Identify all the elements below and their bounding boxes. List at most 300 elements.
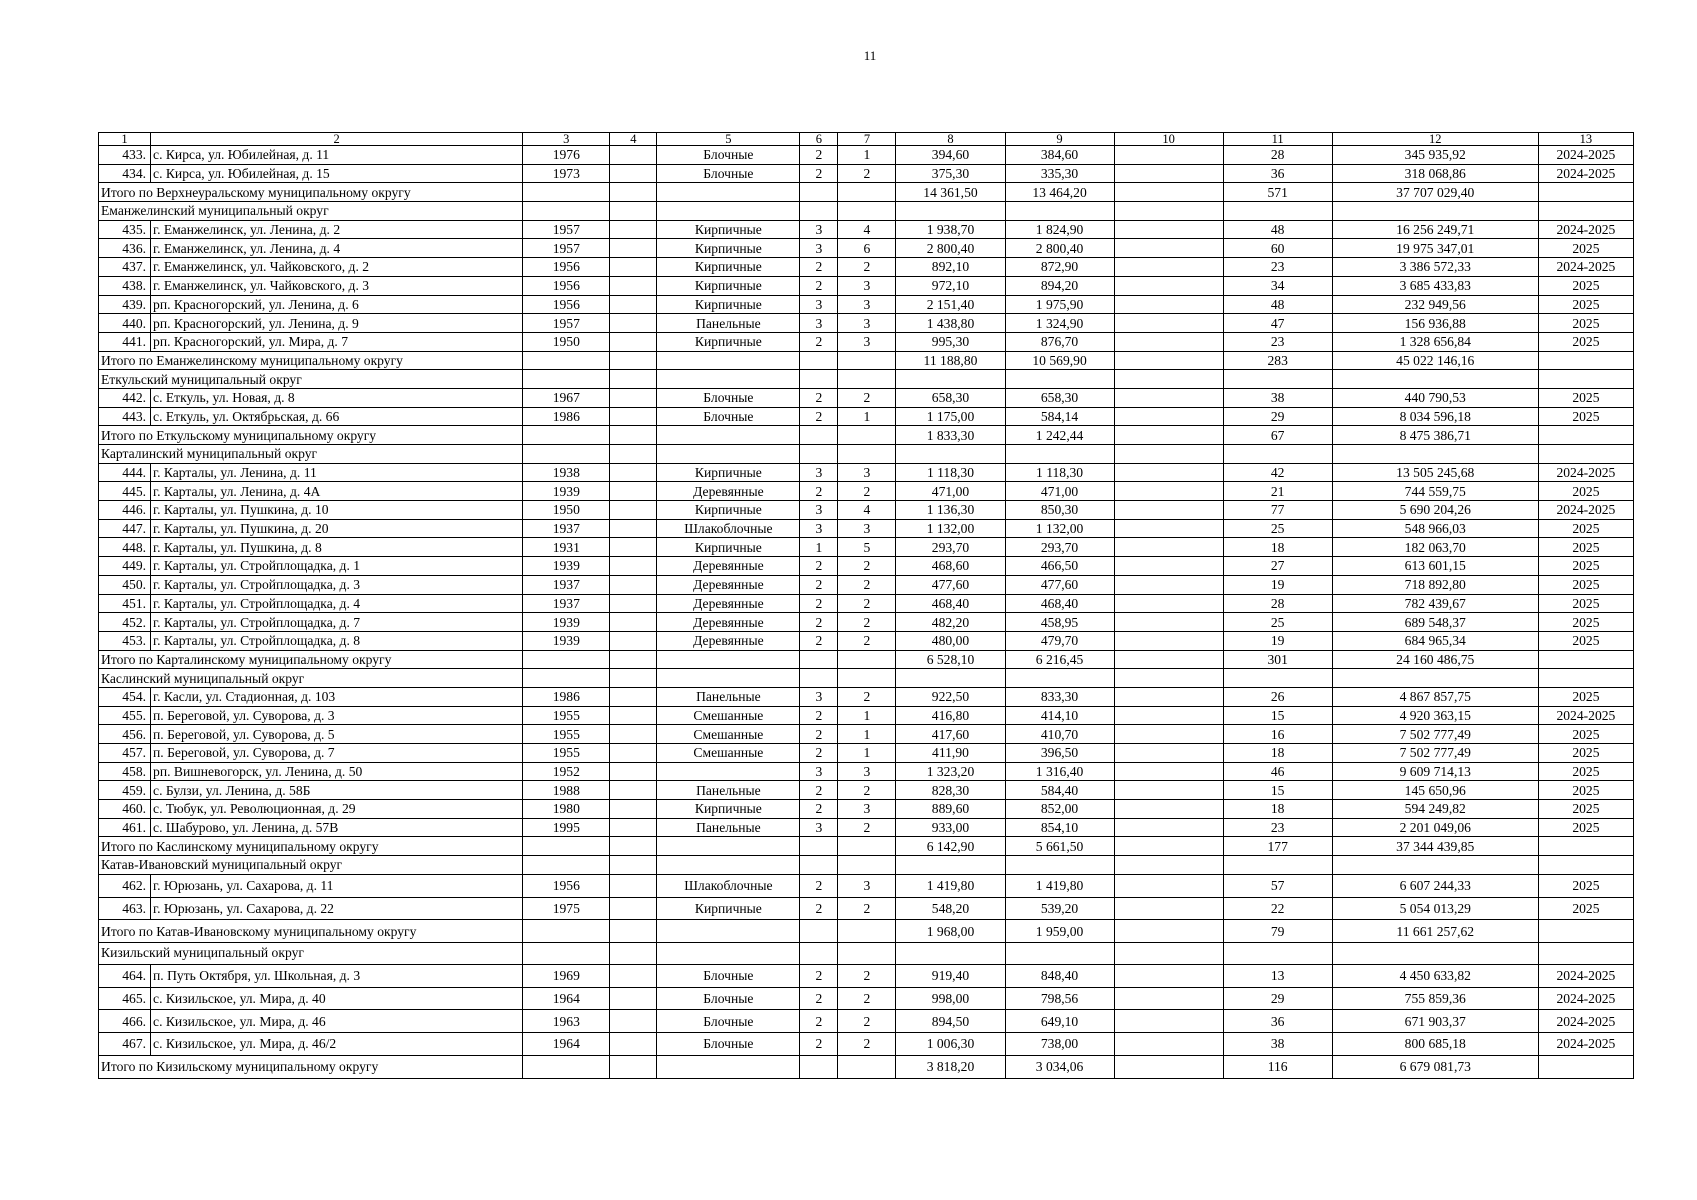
period-cell: 2025 bbox=[1538, 687, 1633, 706]
period-cell: 2025 bbox=[1538, 332, 1633, 351]
wall-material-cell bbox=[657, 762, 800, 781]
entrances-cell: 1 bbox=[838, 706, 896, 725]
living-area-cell: 1 242,44 bbox=[1005, 426, 1114, 445]
empty-cell bbox=[1538, 943, 1633, 965]
build-year-cell: 1964 bbox=[523, 1033, 610, 1056]
empty-cell bbox=[800, 183, 838, 202]
build-year-cell: 1939 bbox=[523, 482, 610, 501]
period-cell: 2025 bbox=[1538, 276, 1633, 295]
col-4-cell bbox=[610, 388, 657, 407]
cost-cell: 4 867 857,75 bbox=[1332, 687, 1538, 706]
floors-cell: 3 bbox=[800, 687, 838, 706]
table-row bbox=[99, 897, 1634, 920]
living-area-cell: 6 216,45 bbox=[1005, 650, 1114, 669]
empty-cell bbox=[657, 426, 800, 445]
empty-cell bbox=[657, 183, 800, 202]
col-4-cell bbox=[610, 613, 657, 632]
cost-cell: 6 607 244,33 bbox=[1332, 874, 1538, 897]
address-cell: г. Карталы, ул. Стройплощадка, д. 3 bbox=[151, 575, 523, 594]
total-area-cell: 477,60 bbox=[896, 575, 1005, 594]
col-4-cell bbox=[610, 295, 657, 314]
empty-cell bbox=[800, 943, 838, 965]
col-10-cell bbox=[1114, 258, 1223, 277]
cost-cell: 7 502 777,49 bbox=[1332, 725, 1538, 744]
col-10-cell bbox=[1114, 687, 1223, 706]
floors-cell: 2 bbox=[800, 897, 838, 920]
entrances-cell: 2 bbox=[838, 482, 896, 501]
build-year-cell: 1939 bbox=[523, 613, 610, 632]
subtotal-label: Итого по Карталинскому муниципальному округу bbox=[99, 650, 523, 669]
header-cell: 1 bbox=[99, 133, 151, 146]
col-10-cell bbox=[1114, 1010, 1223, 1033]
empty-cell bbox=[523, 669, 610, 688]
period-cell: 2024-2025 bbox=[1538, 1033, 1633, 1056]
empty-cell bbox=[1538, 445, 1633, 464]
floors-cell: 3 bbox=[800, 314, 838, 333]
floors-cell: 3 bbox=[800, 501, 838, 520]
cost-cell: 3 386 572,33 bbox=[1332, 258, 1538, 277]
empty-cell bbox=[1538, 1055, 1633, 1078]
period-cell: 2025 bbox=[1538, 407, 1633, 426]
cost-cell: 594 249,82 bbox=[1332, 800, 1538, 819]
cost-cell: 9 609 714,13 bbox=[1332, 762, 1538, 781]
period-cell: 2025 bbox=[1538, 725, 1633, 744]
row-number-cell: 437. bbox=[99, 258, 151, 277]
empty-cell bbox=[800, 202, 838, 221]
table-row bbox=[99, 762, 1634, 781]
living-area-cell: 584,40 bbox=[1005, 781, 1114, 800]
address-cell: с. Кирса, ул. Юбилейная, д. 11 bbox=[151, 146, 523, 165]
table-row bbox=[99, 501, 1634, 520]
empty-cell bbox=[1538, 837, 1633, 856]
col-4-cell bbox=[610, 463, 657, 482]
empty-cell bbox=[800, 920, 838, 943]
col-4-cell bbox=[610, 706, 657, 725]
row-number-cell: 436. bbox=[99, 239, 151, 258]
header-cell: 11 bbox=[1223, 133, 1332, 146]
empty-cell bbox=[800, 669, 838, 688]
col-10-cell bbox=[1114, 725, 1223, 744]
build-year-cell: 1973 bbox=[523, 164, 610, 183]
housing-register-table bbox=[98, 132, 1634, 1079]
residents-cell: 301 bbox=[1223, 650, 1332, 669]
wall-material-cell: Смешанные bbox=[657, 725, 800, 744]
period-cell: 2025 bbox=[1538, 314, 1633, 333]
cost-cell: 548 966,03 bbox=[1332, 519, 1538, 538]
entrances-cell: 3 bbox=[838, 762, 896, 781]
total-area-cell: 1 132,00 bbox=[896, 519, 1005, 538]
empty-cell bbox=[1114, 1055, 1223, 1078]
header-cell: 3 bbox=[523, 133, 610, 146]
residents-cell: 15 bbox=[1223, 706, 1332, 725]
col-10-cell bbox=[1114, 164, 1223, 183]
col-4-cell bbox=[610, 687, 657, 706]
address-cell: г. Карталы, ул. Стройплощадка, д. 8 bbox=[151, 631, 523, 650]
table-row bbox=[99, 463, 1634, 482]
subtotal-label: Итого по Верхнеуральскому муниципальному округу bbox=[99, 183, 523, 202]
total-area-cell: 998,00 bbox=[896, 987, 1005, 1010]
floors-cell: 1 bbox=[800, 538, 838, 557]
cost-cell: 232 949,56 bbox=[1332, 295, 1538, 314]
wall-material-cell: Кирпичные bbox=[657, 295, 800, 314]
col-4-cell bbox=[610, 897, 657, 920]
residents-cell: 48 bbox=[1223, 295, 1332, 314]
build-year-cell: 1980 bbox=[523, 800, 610, 819]
floors-cell: 3 bbox=[800, 818, 838, 837]
total-area-cell: 894,50 bbox=[896, 1010, 1005, 1033]
col-4-cell bbox=[610, 575, 657, 594]
empty-cell bbox=[1114, 426, 1223, 445]
empty-cell bbox=[1538, 856, 1633, 875]
empty-cell bbox=[1005, 445, 1114, 464]
col-4-cell bbox=[610, 818, 657, 837]
build-year-cell: 1957 bbox=[523, 314, 610, 333]
col-10-cell bbox=[1114, 897, 1223, 920]
wall-material-cell: Смешанные bbox=[657, 706, 800, 725]
wall-material-cell: Деревянные bbox=[657, 482, 800, 501]
living-area-cell: 1 975,90 bbox=[1005, 295, 1114, 314]
empty-cell bbox=[610, 202, 657, 221]
address-cell: с. Тюбук, ул. Революционная, д. 29 bbox=[151, 800, 523, 819]
empty-cell bbox=[523, 650, 610, 669]
total-area-cell: 828,30 bbox=[896, 781, 1005, 800]
empty-cell bbox=[1114, 920, 1223, 943]
entrances-cell: 2 bbox=[838, 687, 896, 706]
total-area-cell: 658,30 bbox=[896, 388, 1005, 407]
table-row bbox=[99, 800, 1634, 819]
empty-cell bbox=[896, 370, 1005, 389]
table-row bbox=[99, 594, 1634, 613]
wall-material-cell: Блочные bbox=[657, 146, 800, 165]
empty-cell bbox=[657, 370, 800, 389]
address-cell: п. Путь Октября, ул. Школьная, д. 3 bbox=[151, 964, 523, 987]
empty-cell bbox=[1332, 445, 1538, 464]
empty-cell bbox=[1114, 837, 1223, 856]
living-area-cell: 539,20 bbox=[1005, 897, 1114, 920]
residents-cell: 25 bbox=[1223, 613, 1332, 632]
cost-cell: 145 650,96 bbox=[1332, 781, 1538, 800]
empty-cell bbox=[610, 183, 657, 202]
empty-cell bbox=[1005, 370, 1114, 389]
entrances-cell: 3 bbox=[838, 276, 896, 295]
subtotal-row bbox=[99, 426, 1634, 445]
col-10-cell bbox=[1114, 501, 1223, 520]
period-cell: 2025 bbox=[1538, 744, 1633, 763]
empty-cell bbox=[1538, 650, 1633, 669]
living-area-cell: 1 824,90 bbox=[1005, 220, 1114, 239]
total-area-cell: 468,40 bbox=[896, 594, 1005, 613]
total-area-cell: 892,10 bbox=[896, 258, 1005, 277]
empty-cell bbox=[657, 669, 800, 688]
total-area-cell: 1 938,70 bbox=[896, 220, 1005, 239]
floors-cell: 3 bbox=[800, 239, 838, 258]
empty-cell bbox=[838, 650, 896, 669]
col-10-cell bbox=[1114, 987, 1223, 1010]
cost-cell: 7 502 777,49 bbox=[1332, 744, 1538, 763]
floors-cell: 2 bbox=[800, 874, 838, 897]
build-year-cell: 1956 bbox=[523, 276, 610, 295]
cost-cell: 4 920 363,15 bbox=[1332, 706, 1538, 725]
empty-cell bbox=[838, 351, 896, 370]
col-4-cell bbox=[610, 501, 657, 520]
living-area-cell: 658,30 bbox=[1005, 388, 1114, 407]
build-year-cell: 1950 bbox=[523, 332, 610, 351]
empty-cell bbox=[657, 1055, 800, 1078]
living-area-cell: 854,10 bbox=[1005, 818, 1114, 837]
total-area-cell: 2 800,40 bbox=[896, 239, 1005, 258]
total-area-cell: 995,30 bbox=[896, 332, 1005, 351]
empty-cell bbox=[1114, 445, 1223, 464]
col-10-cell bbox=[1114, 781, 1223, 800]
table-row bbox=[99, 706, 1634, 725]
entrances-cell: 3 bbox=[838, 874, 896, 897]
residents-cell: 77 bbox=[1223, 501, 1332, 520]
entrances-cell: 1 bbox=[838, 407, 896, 426]
col-10-cell bbox=[1114, 874, 1223, 897]
period-cell: 2025 bbox=[1538, 613, 1633, 632]
address-cell: с. Еткуль, ул. Новая, д. 8 bbox=[151, 388, 523, 407]
total-area-cell: 468,60 bbox=[896, 557, 1005, 576]
period-cell: 2025 bbox=[1538, 482, 1633, 501]
build-year-cell: 1939 bbox=[523, 631, 610, 650]
row-number-cell: 465. bbox=[99, 987, 151, 1010]
empty-cell bbox=[657, 920, 800, 943]
wall-material-cell: Блочные bbox=[657, 388, 800, 407]
table-row bbox=[99, 239, 1634, 258]
living-area-cell: 1 324,90 bbox=[1005, 314, 1114, 333]
empty-cell bbox=[610, 669, 657, 688]
cost-cell: 6 679 081,73 bbox=[1332, 1055, 1538, 1078]
col-10-cell bbox=[1114, 220, 1223, 239]
district-heading-row bbox=[99, 943, 1634, 965]
row-number-cell: 441. bbox=[99, 332, 151, 351]
table-row bbox=[99, 987, 1634, 1010]
row-number-cell: 438. bbox=[99, 276, 151, 295]
total-area-cell: 3 818,20 bbox=[896, 1055, 1005, 1078]
empty-cell bbox=[1223, 669, 1332, 688]
floors-cell: 2 bbox=[800, 987, 838, 1010]
address-cell: рп. Красногорский, ул. Ленина, д. 9 bbox=[151, 314, 523, 333]
col-4-cell bbox=[610, 964, 657, 987]
empty-cell bbox=[800, 351, 838, 370]
col-4-cell bbox=[610, 220, 657, 239]
table-row bbox=[99, 407, 1634, 426]
residents-cell: 116 bbox=[1223, 1055, 1332, 1078]
district-name: Еманжелинский муниципальный округ bbox=[99, 202, 523, 221]
build-year-cell: 1986 bbox=[523, 687, 610, 706]
col-10-cell bbox=[1114, 1033, 1223, 1056]
wall-material-cell: Блочные bbox=[657, 407, 800, 426]
empty-cell bbox=[657, 943, 800, 965]
residents-cell: 42 bbox=[1223, 463, 1332, 482]
row-number-cell: 442. bbox=[99, 388, 151, 407]
living-area-cell: 894,20 bbox=[1005, 276, 1114, 295]
table-row bbox=[99, 220, 1634, 239]
header-cell: 5 bbox=[657, 133, 800, 146]
col-10-cell bbox=[1114, 295, 1223, 314]
empty-cell bbox=[1005, 669, 1114, 688]
entrances-cell: 3 bbox=[838, 295, 896, 314]
period-cell: 2025 bbox=[1538, 557, 1633, 576]
living-area-cell: 10 569,90 bbox=[1005, 351, 1114, 370]
empty-cell bbox=[523, 920, 610, 943]
row-number-cell: 454. bbox=[99, 687, 151, 706]
column-number-header bbox=[99, 133, 1634, 146]
total-area-cell: 2 151,40 bbox=[896, 295, 1005, 314]
empty-cell bbox=[610, 650, 657, 669]
entrances-cell: 2 bbox=[838, 388, 896, 407]
floors-cell: 2 bbox=[800, 706, 838, 725]
empty-cell bbox=[657, 856, 800, 875]
district-name: Еткульский муниципальный округ bbox=[99, 370, 523, 389]
total-area-cell: 1 006,30 bbox=[896, 1033, 1005, 1056]
period-cell: 2024-2025 bbox=[1538, 164, 1633, 183]
build-year-cell: 1964 bbox=[523, 987, 610, 1010]
period-cell: 2024-2025 bbox=[1538, 220, 1633, 239]
period-cell: 2025 bbox=[1538, 239, 1633, 258]
col-10-cell bbox=[1114, 613, 1223, 632]
residents-cell: 28 bbox=[1223, 594, 1332, 613]
total-area-cell: 922,50 bbox=[896, 687, 1005, 706]
living-area-cell: 458,95 bbox=[1005, 613, 1114, 632]
cost-cell: 182 063,70 bbox=[1332, 538, 1538, 557]
residents-cell: 67 bbox=[1223, 426, 1332, 445]
col-10-cell bbox=[1114, 631, 1223, 650]
row-number-cell: 448. bbox=[99, 538, 151, 557]
wall-material-cell: Деревянные bbox=[657, 594, 800, 613]
total-area-cell: 416,80 bbox=[896, 706, 1005, 725]
cost-cell: 782 439,67 bbox=[1332, 594, 1538, 613]
header-cell: 7 bbox=[838, 133, 896, 146]
table-row bbox=[99, 314, 1634, 333]
empty-cell bbox=[838, 943, 896, 965]
wall-material-cell: Блочные bbox=[657, 1010, 800, 1033]
entrances-cell: 3 bbox=[838, 800, 896, 819]
empty-cell bbox=[838, 920, 896, 943]
row-number-cell: 450. bbox=[99, 575, 151, 594]
empty-cell bbox=[838, 426, 896, 445]
col-10-cell bbox=[1114, 332, 1223, 351]
empty-cell bbox=[523, 856, 610, 875]
table-row bbox=[99, 781, 1634, 800]
empty-cell bbox=[896, 445, 1005, 464]
residents-cell: 34 bbox=[1223, 276, 1332, 295]
total-area-cell: 6 528,10 bbox=[896, 650, 1005, 669]
build-year-cell: 1956 bbox=[523, 874, 610, 897]
floors-cell: 3 bbox=[800, 463, 838, 482]
address-cell: с. Кизильское, ул. Мира, д. 46 bbox=[151, 1010, 523, 1033]
wall-material-cell: Кирпичные bbox=[657, 501, 800, 520]
empty-cell bbox=[1538, 426, 1633, 445]
header-cell: 10 bbox=[1114, 133, 1223, 146]
total-area-cell: 1 175,00 bbox=[896, 407, 1005, 426]
build-year-cell: 1967 bbox=[523, 388, 610, 407]
address-cell: г. Карталы, ул. Пушкина, д. 8 bbox=[151, 538, 523, 557]
wall-material-cell: Кирпичные bbox=[657, 800, 800, 819]
build-year-cell: 1976 bbox=[523, 146, 610, 165]
address-cell: с. Кирса, ул. Юбилейная, д. 15 bbox=[151, 164, 523, 183]
district-name: Катав-Ивановский муниципальный округ bbox=[99, 856, 523, 875]
total-area-cell: 411,90 bbox=[896, 744, 1005, 763]
residents-cell: 38 bbox=[1223, 1033, 1332, 1056]
total-area-cell: 919,40 bbox=[896, 964, 1005, 987]
table-row bbox=[99, 687, 1634, 706]
residents-cell: 19 bbox=[1223, 575, 1332, 594]
build-year-cell: 1956 bbox=[523, 258, 610, 277]
row-number-cell: 443. bbox=[99, 407, 151, 426]
cost-cell: 45 022 146,16 bbox=[1332, 351, 1538, 370]
residents-cell: 16 bbox=[1223, 725, 1332, 744]
subtotal-row bbox=[99, 1055, 1634, 1078]
header-cell: 6 bbox=[800, 133, 838, 146]
col-10-cell bbox=[1114, 407, 1223, 426]
col-10-cell bbox=[1114, 239, 1223, 258]
district-name: Каслинский муниципальный округ bbox=[99, 669, 523, 688]
district-heading-row bbox=[99, 202, 1634, 221]
empty-cell bbox=[523, 351, 610, 370]
table-row bbox=[99, 295, 1634, 314]
cost-cell: 755 859,36 bbox=[1332, 987, 1538, 1010]
period-cell: 2024-2025 bbox=[1538, 258, 1633, 277]
build-year-cell: 1988 bbox=[523, 781, 610, 800]
table-row bbox=[99, 332, 1634, 351]
wall-material-cell: Панельные bbox=[657, 818, 800, 837]
col-10-cell bbox=[1114, 706, 1223, 725]
empty-cell bbox=[838, 202, 896, 221]
col-4-cell bbox=[610, 314, 657, 333]
entrances-cell: 3 bbox=[838, 332, 896, 351]
build-year-cell: 1931 bbox=[523, 538, 610, 557]
total-area-cell: 394,60 bbox=[896, 146, 1005, 165]
col-4-cell bbox=[610, 987, 657, 1010]
wall-material-cell: Кирпичные bbox=[657, 897, 800, 920]
build-year-cell: 1937 bbox=[523, 594, 610, 613]
living-area-cell: 410,70 bbox=[1005, 725, 1114, 744]
living-area-cell: 3 034,06 bbox=[1005, 1055, 1114, 1078]
empty-cell bbox=[1114, 669, 1223, 688]
col-4-cell bbox=[610, 538, 657, 557]
col-4-cell bbox=[610, 594, 657, 613]
wall-material-cell: Блочные bbox=[657, 164, 800, 183]
entrances-cell: 3 bbox=[838, 463, 896, 482]
living-area-cell: 5 661,50 bbox=[1005, 837, 1114, 856]
row-number-cell: 434. bbox=[99, 164, 151, 183]
empty-cell bbox=[1223, 370, 1332, 389]
cost-cell: 613 601,15 bbox=[1332, 557, 1538, 576]
floors-cell: 2 bbox=[800, 613, 838, 632]
entrances-cell: 2 bbox=[838, 258, 896, 277]
cost-cell: 684 965,34 bbox=[1332, 631, 1538, 650]
residents-cell: 23 bbox=[1223, 332, 1332, 351]
col-10-cell bbox=[1114, 482, 1223, 501]
floors-cell: 2 bbox=[800, 575, 838, 594]
living-area-cell: 848,40 bbox=[1005, 964, 1114, 987]
district-heading-row bbox=[99, 669, 1634, 688]
table-row bbox=[99, 613, 1634, 632]
floors-cell: 2 bbox=[800, 164, 838, 183]
residents-cell: 23 bbox=[1223, 258, 1332, 277]
total-area-cell: 1 833,30 bbox=[896, 426, 1005, 445]
living-area-cell: 384,60 bbox=[1005, 146, 1114, 165]
table-row bbox=[99, 575, 1634, 594]
floors-cell: 2 bbox=[800, 482, 838, 501]
entrances-cell: 5 bbox=[838, 538, 896, 557]
address-cell: г. Карталы, ул. Стройплощадка, д. 7 bbox=[151, 613, 523, 632]
empty-cell bbox=[1114, 202, 1223, 221]
district-heading-row bbox=[99, 370, 1634, 389]
table-row bbox=[99, 258, 1634, 277]
build-year-cell: 1939 bbox=[523, 557, 610, 576]
